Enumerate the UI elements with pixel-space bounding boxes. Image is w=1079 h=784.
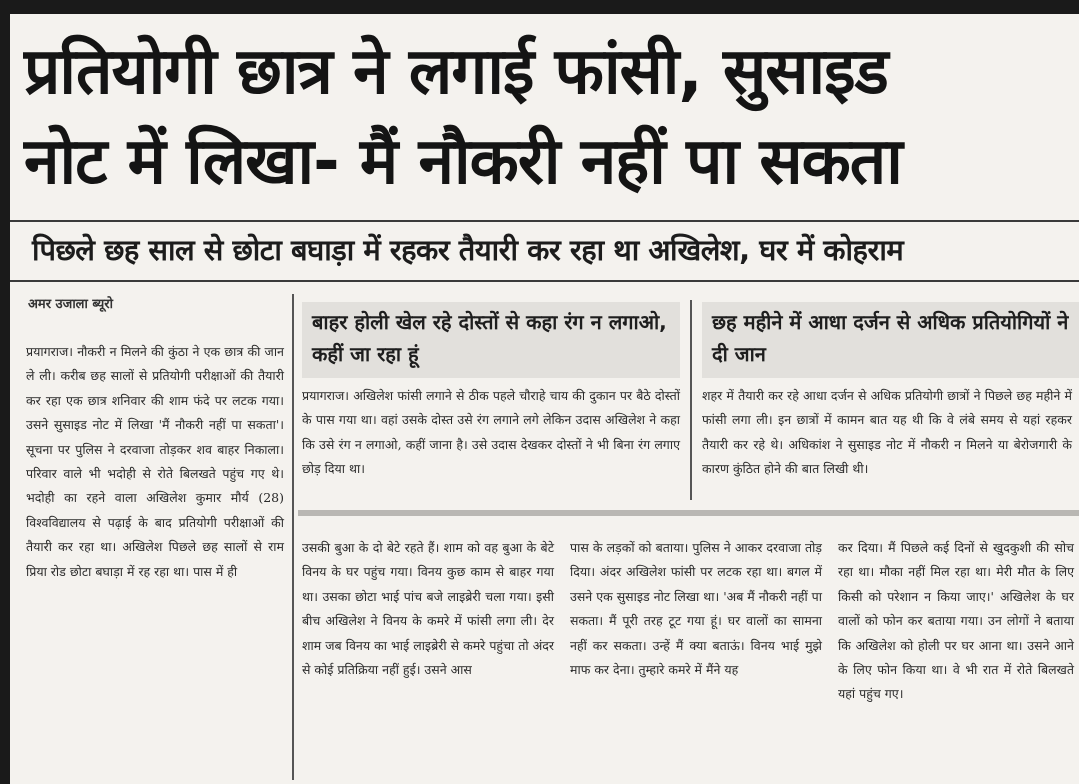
body-column-3: पास के लड़कों को बताया। पुलिस ने आकर दरवाजा तोड़ दिया। अंदर अखिलेश फांसी पर लटक रहा था। बगल में उसने एक सुसाइड नोट लिखा था। 'अब मैं नौकरी नहीं पा सकता। मैं पूरी तरह टूट गया हूं। घर वालों का सामना नहीं कर सकता। उन्हें मैं क्या बताऊं। विनय भाई मुझे माफ कर देना। तुम्हारे कमरे में मैंने यह <box>570 540 822 678</box>
box2-text: शहर में तैयारी कर रहे आधा दर्जन से अधिक प्रतियोगी छात्रों ने पिछले छह महीने में फांसी लगा ली। इन छात्रों में कामन बात यह थी कि वे लंबे समय से यहां रहकर तैयारी कर रहे थे। अधिकांश ने सुसाइड नोट में नौकरी न मिलने या बेरोजगारी के कारण कुंठित होने की बात लिखी थी। <box>702 388 1072 477</box>
headline-rule <box>10 220 1079 222</box>
box1-text: प्रयागराज। अखिलेश फांसी लगाने से ठीक पहले चौराहे चाय की दुकान पर बैठे दोस्तों के पास गया था। वहां उसके दोस्त उसे रंग लगाने लगे लेकिन उदास अखिलेश ने कहा कि उसे रंग न लगाओ, कहीं जाना है। उसे उदास देखकर दोस्तों ने भी बिना रंग लगाए छोड़ दिया था। <box>302 388 680 477</box>
headline-line-1: प्रतियोगी छात्र ने लगाई फांसी, सुसाइड <box>24 35 888 109</box>
box2-heading: छह महीने में आधा दर्जन से अधिक प्रतियोगियों ने दी जान <box>702 302 1079 378</box>
box-divider <box>690 300 692 500</box>
headline-line-2: नोट में लिखा- मैं नौकरी नहीं पा सकता <box>24 125 902 199</box>
byline: अमर उजाला ब्यूरो <box>28 297 113 312</box>
body-column-4: कर दिया। मैं पिछले कई दिनों से खुदकुशी की सोच रहा था। मौका नहीं मिल रहा था। मेरी मौत के लिए किसी को परेशान न किया जाए।' अखिलेश के घर वालों को फोन कर बताया गया। उन लोगों ने बताया कि अखिलेश को होली पर घर आना था। उसने आने के लिए फोन किया था। वे भी रात में रोते बिलखते यहां पहुंच गए। <box>838 540 1074 702</box>
newspaper-clipping <box>10 14 1079 784</box>
column-divider <box>292 294 294 780</box>
subheadline: पिछले छह साल से छोटा बघाड़ा में रहकर तैयारी कर रहा था अखिलेश, घर में कोहराम <box>32 233 904 267</box>
box-bottom-band <box>298 510 1079 516</box>
lead-column: प्रयागराज। नौकरी न मिलने की कुंठा ने एक छात्र की जान ले ली। करीब छह सालों से प्रतियोगी परीक्षाओं की तैयारी कर रहा एक छात्र शनिवार की शाम फंदे पर लटक गया। उसने सुसाइड नोट में लिखा 'मैं नौकरी नहीं पा सकता'। सूचना पर पुलिस ने दरवाजा तोड़कर शव बाहर निकाला। परिवार वाले भी भदोही से रोते बिलखते पहुंच गए थे। भदोही का रहने वाला अखिलेश कुमार मौर्य (28) विश्वविद्यालय से पढ़ाई के बाद प्रतियोगी परीक्षाओं की तैयारी कर रहा था। अखिलेश पिछले छह सालों से राम प्रिया रोड छोटा बघाड़ा में रह रहा था। पास में ही <box>26 344 284 579</box>
box1-heading: बाहर होली खेल रहे दोस्तों से कहा रंग न लगाओ, कहीं जा रहा हूं <box>302 302 680 378</box>
body-column-2: उसकी बुआ के दो बेटे रहते हैं। शाम को वह बुआ के बेटे विनय के घर पहुंच गया। विनय कुछ काम से बाहर गया था। उसका छोटा भाई पांच बजे लाइब्रेरी चला गया। इसी बीच अखिलेश ने विनय के कमरे में फांसी लगा ली। देर शाम जब विनय का भाई लाइब्रेरी से कमरे पहुंचा तो अंदर से कोई प्रतिक्रिया नहीं हुई। उसने आस <box>302 540 554 678</box>
subhead-rule <box>10 280 1079 282</box>
